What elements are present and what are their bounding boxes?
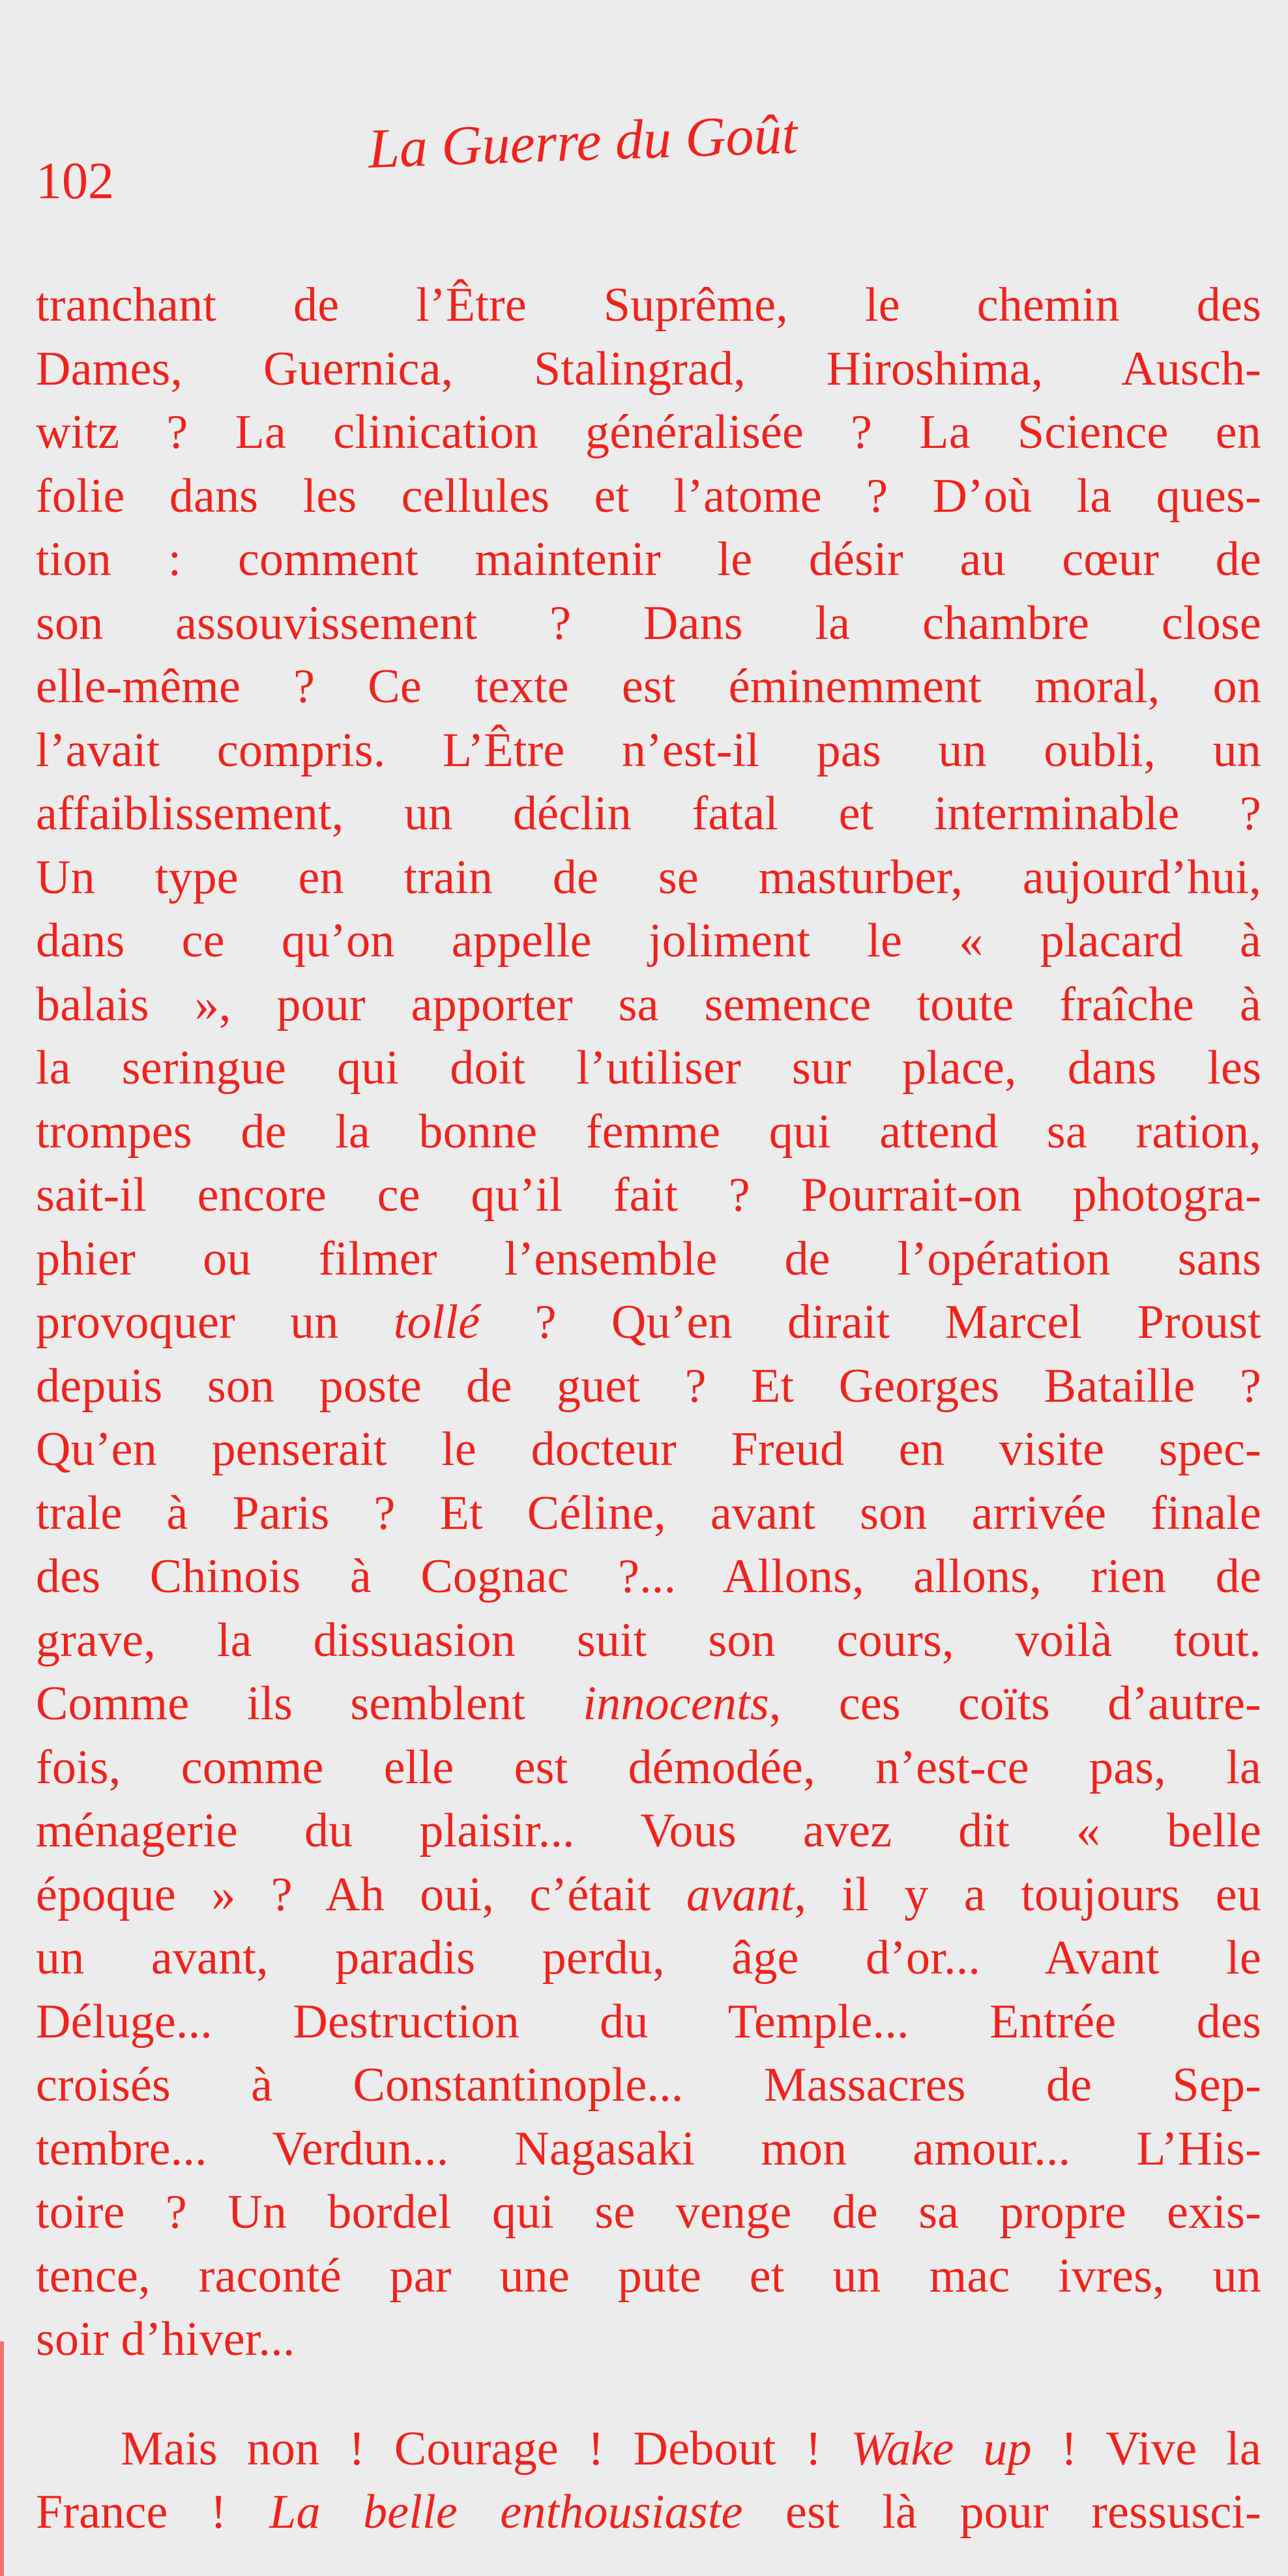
text-line: trompes de la bonne femme qui attend sa ration, (36, 1104, 1261, 1159)
text-line: dans ce qu’on appelle joliment le « placard à (36, 914, 1261, 968)
italic-phrase: tollé (393, 1295, 480, 1349)
text-line: tranchant de l’Être Suprême, le chemin des (36, 278, 1261, 332)
italic-phrase: Wake up (851, 2421, 1032, 2476)
text-line: provoquer un tollé ? Qu’en dirait Marcel Proust (36, 1295, 1261, 1349)
page-edge-mark (0, 2341, 4, 2576)
italic-phrase: innocents (583, 1677, 769, 1730)
text-line: ménagerie du plaisir... Vous avez dit « belle (36, 1804, 1261, 1858)
text-line: Qu’en penserait le docteur Freud en visite spec- (36, 1423, 1261, 1476)
text-line: son assouvissement ? Dans la chambre close (36, 596, 1261, 650)
text-line: Dames, Guernica, Stalingrad, Hiroshima, Ausch- (36, 342, 1261, 396)
running-title: La Guerre du Goût (367, 102, 798, 180)
text-line: Comme ils semblent innocents, ces coïts d’autre- (36, 1677, 1261, 1730)
italic-phrase: avant (686, 1867, 795, 1921)
text-line: witz ? La clinication généralisée ? La Science en (36, 406, 1261, 459)
text-line: soir d’hiver... (36, 2313, 295, 2366)
text-line: croisés à Constantinople... Massacres de Sep- (36, 2058, 1261, 2112)
text-line: un avant, paradis perdu, âge d’or... Avant le (36, 1931, 1261, 1985)
text-line: tembre... Verdun... Nagasaki mon amour... L’His- (36, 2122, 1261, 2176)
text-line: affaiblissement, un déclin fatal et interminable ? (36, 787, 1261, 840)
text-line: tence, raconté par une pute et un mac ivres, un (36, 2249, 1261, 2303)
text-line: trale à Paris ? Et Céline, avant son arrivée finale (36, 1486, 1261, 1540)
text-line: France ! La belle enthousiaste est là pour ressusci- (36, 2485, 1261, 2539)
text-line: Déluge... Destruction du Temple... Entrée des (36, 1994, 1261, 2049)
text-line: depuis son poste de guet ? Et Georges Bataille ? (36, 1359, 1261, 1413)
text-line: l’avait compris. L’Être n’est-il pas un oubli, un (36, 723, 1261, 777)
body-text (36, 274, 1261, 2545)
text-line: époque » ? Ah oui, c’était avant, il y a toujours eu (36, 1867, 1261, 1921)
text-line: balais », pour apporter sa semence toute fraîche à (36, 977, 1261, 1031)
text-line: tion : comment maintenir le désir au cœur de (36, 533, 1261, 586)
text-line: Mais non ! Courage ! Debout ! Wake up ! Vive la (121, 2421, 1261, 2476)
text-line: sait-il encore ce qu’il fait ? Pourrait-on photogra- (36, 1168, 1261, 1222)
text-line: Un type en train de se masturber, aujourd’hui, (36, 850, 1261, 904)
text-line: fois, comme elle est démodée, n’est-ce pas, la (36, 1740, 1261, 1794)
paragraph-gap (36, 2372, 1261, 2418)
text-line: phier ou filmer l’ensemble de l’opération sans (36, 1232, 1261, 1286)
page-number: 102 (36, 153, 114, 210)
text-line: des Chinois à Cognac ?... Allons, allons, rien de (36, 1550, 1261, 1603)
text-line: folie dans les cellules et l’atome ? D’où la ques- (36, 469, 1261, 523)
text-line: la seringue qui doit l’utiliser sur place, dans les (36, 1041, 1261, 1095)
text-line: grave, la dissuasion suit son cours, voilà tout. (36, 1613, 1261, 1667)
text-line: toire ? Un bordel qui se venge de sa propre exis- (36, 2185, 1261, 2239)
text-line: elle-même ? Ce texte est éminemment moral, on (36, 660, 1261, 713)
italic-phrase: La belle enthousiaste (269, 2485, 743, 2539)
